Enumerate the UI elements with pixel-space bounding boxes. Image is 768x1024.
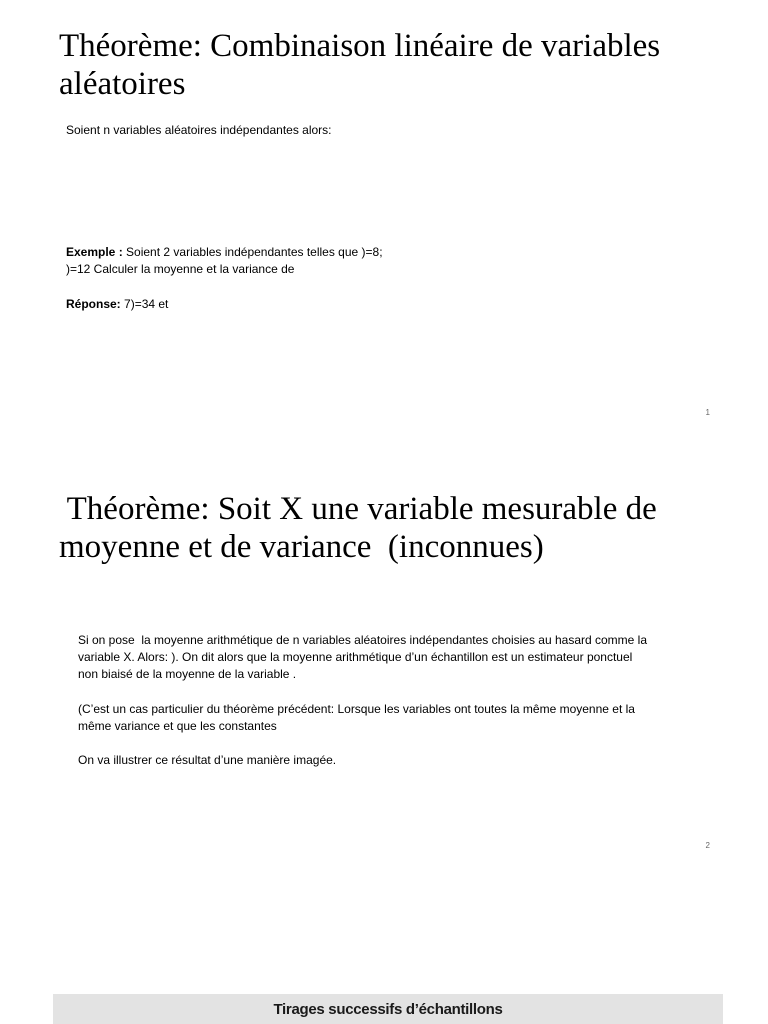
answer-label: Réponse: bbox=[66, 297, 121, 311]
slide-1-title bbox=[59, 27, 749, 103]
slide-2-para-1-line-3: non biaisé de la moyenne de la variable . bbox=[78, 667, 297, 681]
slide-3-title: Tirages successifs d’échantillons bbox=[273, 1001, 503, 1018]
slide-2-para-3: On va illustrer ce résultat d’une manière imagée. bbox=[78, 753, 337, 767]
slide-2-page-number: 2 bbox=[705, 841, 710, 850]
slide-1-answer bbox=[66, 296, 168, 312]
slide-2-title-line-2: moyenne et de variance (inconnues) bbox=[59, 529, 544, 565]
example-text: Soient 2 variables indépendantes telles que )=8; bbox=[122, 245, 383, 259]
slide-1-title-line-2: aléatoires bbox=[59, 66, 186, 102]
slide-3-header bbox=[53, 994, 723, 1024]
slide-2-para-2-line-1: (C’est un cas particulier du théorème précédent: Lorsque les variables ont toutes la même moyenne et la bbox=[78, 702, 635, 716]
answer-text: 7)=34 et bbox=[120, 297, 169, 311]
slide-2-title-line-1: Théorème: Soit X une variable mesurable de bbox=[59, 491, 657, 527]
slide-2-para-1-line-1: Si on pose la moyenne arithmétique de n variables aléatoires indépendantes choisies au hasard comme la bbox=[78, 633, 648, 647]
slide-2-title bbox=[59, 490, 749, 566]
example-label: Exemple : bbox=[66, 245, 123, 259]
slide-1-title-line-1: Théorème: Combinaison linéaire de variables bbox=[59, 28, 661, 64]
slide-1-example-line-1 bbox=[66, 244, 383, 260]
slide-1-example-line-2: )=12 Calculer la moyenne et la variance de bbox=[66, 262, 295, 276]
slide-1 bbox=[0, 0, 768, 430]
slide-2-para-1-line-2: variable X. Alors: ). On dit alors que la moyenne arithmétique d’un échantillon est un estimateur ponctuel bbox=[78, 650, 633, 664]
slide-2 bbox=[0, 470, 768, 860]
slide-2-para-2-line-2: même variance et que les constantes bbox=[78, 719, 277, 733]
slide-1-page-number: 1 bbox=[705, 408, 710, 417]
slide-1-intro: Soient n variables aléatoires indépendantes alors: bbox=[66, 123, 332, 137]
